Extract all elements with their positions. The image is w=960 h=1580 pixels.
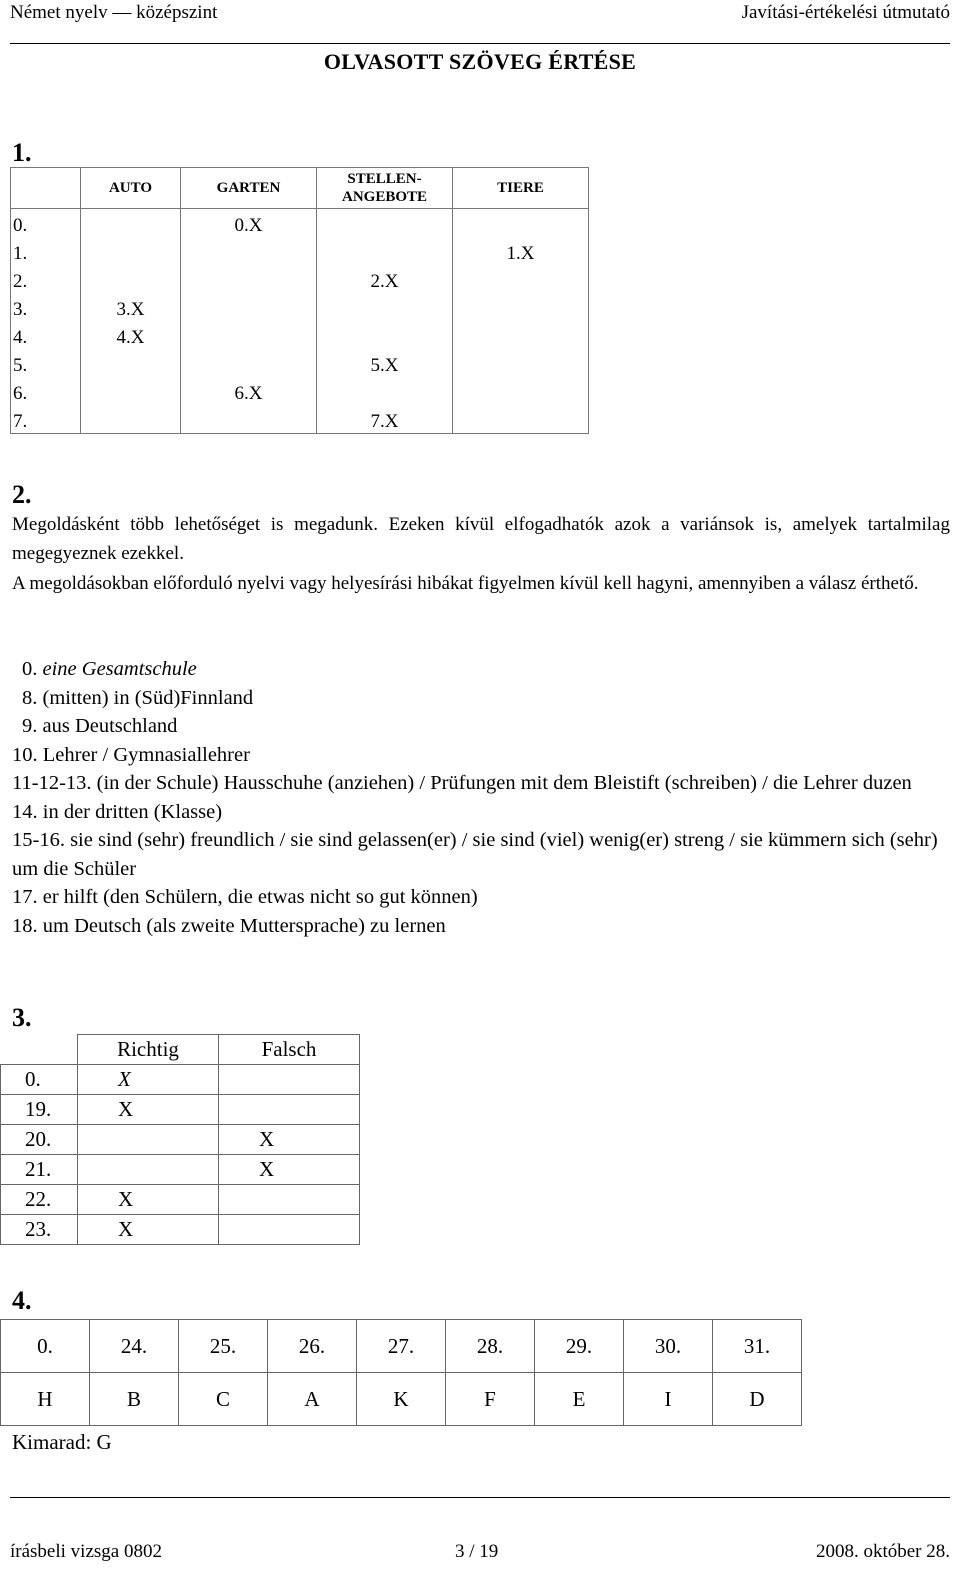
row-number: 3. bbox=[11, 293, 81, 321]
table-row bbox=[11, 265, 589, 293]
item-number: 0. bbox=[1, 1320, 90, 1373]
row-number: 22. bbox=[1, 1185, 78, 1215]
answer-9: 9. aus Deutschland bbox=[22, 715, 178, 737]
row-number: 5. bbox=[11, 349, 81, 377]
table-header-garten: GARTEN bbox=[181, 168, 317, 209]
left-out-note: Kimarad: G bbox=[12, 1430, 112, 1454]
cell-stellenangebote bbox=[317, 237, 453, 265]
cell-stellenangebote: 5.X bbox=[317, 349, 453, 377]
table-row bbox=[11, 209, 589, 238]
table-header-auto: AUTO bbox=[81, 168, 181, 209]
row-number: 7. bbox=[11, 405, 81, 434]
cell-garten bbox=[181, 293, 317, 321]
cell-stellenangebote bbox=[317, 293, 453, 321]
cell-richtig: X bbox=[78, 1185, 219, 1215]
table-row bbox=[1, 1125, 360, 1155]
cell-falsch: X bbox=[219, 1125, 360, 1155]
cell-richtig: X bbox=[78, 1095, 219, 1125]
cell-garten bbox=[181, 265, 317, 293]
page-number: 3 / 19 bbox=[455, 1541, 499, 1562]
footer-rule bbox=[10, 1497, 950, 1498]
table-row bbox=[1, 1185, 360, 1215]
cell-garten bbox=[181, 321, 317, 349]
row-number: 2. bbox=[11, 265, 81, 293]
cell-stellenangebote bbox=[317, 209, 453, 238]
section-2-intro-1: Megoldásként több lehetőséget is megadunk. Ezeken kívül elfogadhatók azok a variánsok is, amelyek tartalmilag megegyeznek ezekkel. bbox=[12, 514, 950, 564]
cell-falsch bbox=[219, 1185, 360, 1215]
table-row bbox=[11, 237, 589, 265]
cell-auto bbox=[81, 209, 181, 238]
table-header-falsch: Falsch bbox=[219, 1035, 360, 1065]
table-header-empty bbox=[11, 168, 81, 209]
section-2-heading: 2. bbox=[12, 480, 32, 509]
cell-stellenangebote bbox=[317, 321, 453, 349]
answer-letter: I bbox=[624, 1373, 713, 1426]
cell-garten bbox=[181, 237, 317, 265]
cell-tiere bbox=[453, 321, 589, 349]
cell-tiere bbox=[453, 349, 589, 377]
answer-10: 10. Lehrer / Gymnasiallehrer bbox=[12, 743, 250, 766]
table-row bbox=[1, 1215, 360, 1245]
row-number: 6. bbox=[11, 377, 81, 405]
table-row-letters bbox=[1, 1373, 802, 1426]
row-number: 19. bbox=[1, 1095, 78, 1125]
answer-letter: C bbox=[179, 1373, 268, 1426]
cell-tiere bbox=[453, 377, 589, 405]
row-number: 0. bbox=[11, 209, 81, 238]
cell-falsch bbox=[219, 1095, 360, 1125]
page-footer bbox=[10, 1541, 950, 1565]
answer-letter: A bbox=[268, 1373, 357, 1426]
header-rule bbox=[10, 43, 950, 44]
cell-garten bbox=[181, 349, 317, 377]
item-number: 24. bbox=[90, 1320, 179, 1373]
cell-richtig bbox=[78, 1125, 219, 1155]
answer-letter: E bbox=[535, 1373, 624, 1426]
header-guide: Javítási-értékelési útmutató bbox=[741, 2, 950, 23]
table-row bbox=[11, 293, 589, 321]
table-row-numbers bbox=[1, 1320, 802, 1373]
cell-tiere bbox=[453, 265, 589, 293]
section-1-table bbox=[10, 167, 589, 434]
table-row bbox=[11, 377, 589, 405]
section-3-table bbox=[0, 1034, 360, 1245]
answer-letter: B bbox=[90, 1373, 179, 1426]
footer-exam: írásbeli vizsga 0802 bbox=[10, 1541, 162, 1562]
item-number: 30. bbox=[624, 1320, 713, 1373]
cell-tiere: 1.X bbox=[453, 237, 589, 265]
answer-0 bbox=[12, 655, 950, 684]
row-number: 23. bbox=[1, 1215, 78, 1245]
table-row bbox=[1, 1065, 360, 1095]
table-header-stellenangebote bbox=[317, 168, 453, 209]
cell-richtig: X bbox=[78, 1065, 219, 1095]
cell-auto: 3.X bbox=[81, 293, 181, 321]
answer-11-13: 11-12-13. (in der Schule) Hausschuhe (anziehen) / Prüfungen mit dem Bleistift (schreiben) / die Lehrer duzen bbox=[12, 772, 912, 794]
page-header bbox=[10, 2, 950, 24]
header-line: ANGEBOTE bbox=[341, 189, 428, 205]
answer-letter: F bbox=[446, 1373, 535, 1426]
answer-14: 14. in der dritten (Klasse) bbox=[12, 800, 223, 823]
cell-richtig: X bbox=[78, 1215, 219, 1245]
item-number: 27. bbox=[357, 1320, 446, 1373]
item-number: 26. bbox=[268, 1320, 357, 1373]
item-number: 31. bbox=[713, 1320, 802, 1373]
table-header-row bbox=[11, 168, 589, 209]
cell-auto bbox=[81, 377, 181, 405]
section-2-answers bbox=[12, 655, 950, 940]
cell-garten: 0.X bbox=[181, 209, 317, 238]
table-row bbox=[1, 1155, 360, 1185]
cell-stellenangebote: 2.X bbox=[317, 265, 453, 293]
row-number: 21. bbox=[1, 1155, 78, 1185]
cell-garten bbox=[181, 405, 317, 434]
section-4-table bbox=[0, 1319, 802, 1426]
footer-date: 2008. október 28. bbox=[815, 1541, 950, 1562]
answer-letter: H bbox=[1, 1373, 90, 1426]
section-1-heading: 1. bbox=[12, 138, 32, 167]
table-header-richtig: Richtig bbox=[78, 1035, 219, 1065]
header-subject: Német nyelv — középszint bbox=[10, 2, 218, 23]
example-answer: eine Gesamtschule bbox=[42, 658, 197, 680]
cell-auto bbox=[81, 405, 181, 434]
cell-auto bbox=[81, 237, 181, 265]
table-row bbox=[11, 321, 589, 349]
answer-17: 17. er hilft (den Schülern, die etwas nicht so gut können) bbox=[12, 886, 478, 908]
row-number: 20. bbox=[1, 1125, 78, 1155]
cell-falsch bbox=[219, 1215, 360, 1245]
item-number: 28. bbox=[446, 1320, 535, 1373]
answer-18: 18. um Deutsch (als zweite Muttersprache) zu lernen bbox=[12, 914, 446, 937]
cell-auto: 4.X bbox=[81, 321, 181, 349]
row-number: 4. bbox=[11, 321, 81, 349]
answer-number: 0. bbox=[22, 658, 38, 680]
table-header-empty bbox=[1, 1035, 78, 1065]
cell-tiere bbox=[453, 293, 589, 321]
table-header-row bbox=[1, 1035, 360, 1065]
header-line: STELLEN- bbox=[347, 171, 422, 187]
table-row bbox=[11, 349, 589, 377]
row-number: 0. bbox=[1, 1065, 78, 1095]
table-row bbox=[1, 1095, 360, 1125]
answer-8: 8. (mitten) in (Süd)Finnland bbox=[22, 686, 254, 709]
row-number: 1. bbox=[11, 237, 81, 265]
cell-richtig bbox=[78, 1155, 219, 1185]
item-number: 25. bbox=[179, 1320, 268, 1373]
page-title: OLVASOTT SZÖVEG ÉRTÉSE bbox=[323, 49, 637, 74]
cell-tiere bbox=[453, 405, 589, 434]
cell-tiere bbox=[453, 209, 589, 238]
section-3-heading: 3. bbox=[12, 1003, 32, 1032]
answer-letter: K bbox=[357, 1373, 446, 1426]
table-row bbox=[11, 405, 589, 434]
section-4-heading: 4. bbox=[12, 1286, 32, 1315]
table-header-tiere: TIERE bbox=[453, 168, 589, 209]
cell-stellenangebote: 7.X bbox=[317, 405, 453, 434]
cell-auto bbox=[81, 265, 181, 293]
cell-garten: 6.X bbox=[181, 377, 317, 405]
answer-15-16: 15-16. sie sind (sehr) freundlich / sie sind gelassen(er) / sie sind (viel) wenig(er) streng / sie kümmern sich (sehr) um die Schüler bbox=[12, 829, 938, 880]
item-number: 29. bbox=[535, 1320, 624, 1373]
section-2-intro-2: A megoldásokban előforduló nyelvi vagy helyesírási hibákat figyelmen kívül kell hagyni, amennyiben a válasz érthető. bbox=[12, 573, 919, 594]
cell-falsch: X bbox=[219, 1155, 360, 1185]
cell-stellenangebote bbox=[317, 377, 453, 405]
cell-falsch bbox=[219, 1065, 360, 1095]
cell-auto bbox=[81, 349, 181, 377]
answer-letter: D bbox=[713, 1373, 802, 1426]
